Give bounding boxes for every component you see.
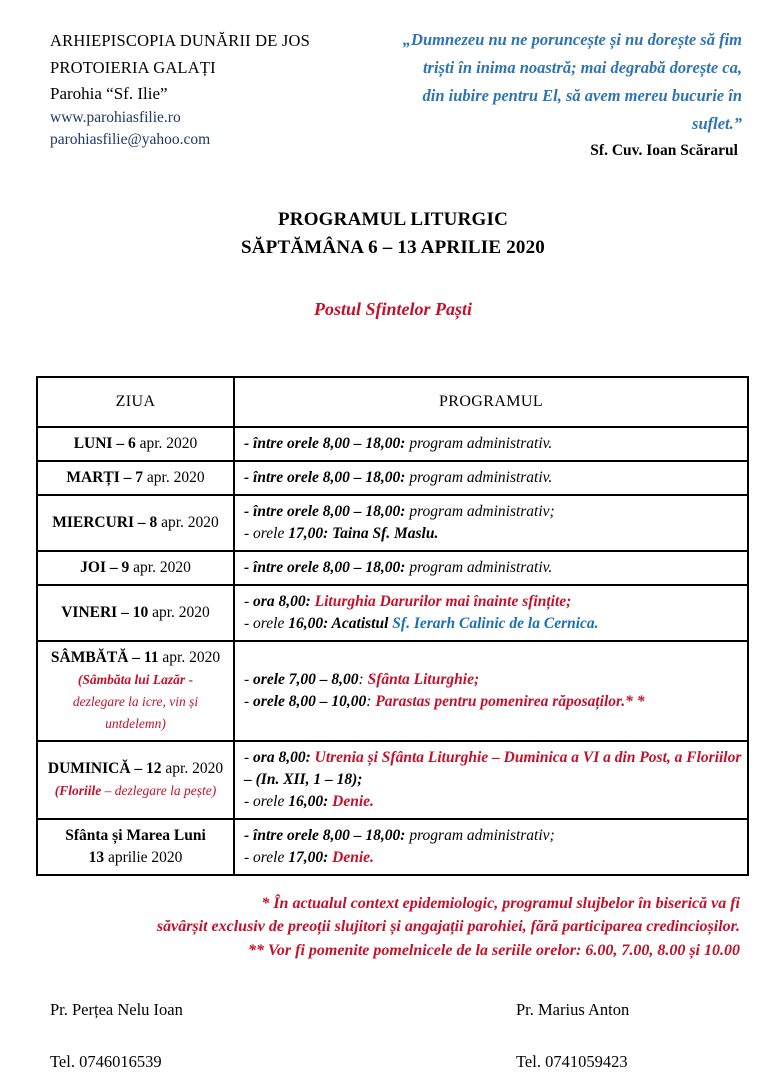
title-block <box>36 206 750 320</box>
priest-left <box>36 1000 396 1072</box>
org-line-1: ARHIEPISCOPIA DUNĂRII DE JOS <box>50 31 310 50</box>
website-link[interactable]: www.parohiasfilie.ro <box>50 108 181 126</box>
priest-right-name: Pr. Marius Anton <box>516 999 630 1019</box>
table-row <box>37 427 748 461</box>
table-row <box>37 641 748 741</box>
table-header-day: ZIUA <box>37 377 234 427</box>
table-header-row <box>37 377 748 427</box>
day-cell: SÂMBĂTĂ – 11 apr. 2020 (Sâmbăta lui Lazăr - dezlegare la icre, vin și untdelemn) <box>37 641 234 741</box>
day-cell: DUMINICĂ – 12 apr. 2020 (Floriile – dezlegare la pește) <box>37 741 234 819</box>
quote-text: „Dumnezeu nu ne poruncește și nu dorește să fim triști în inima noastră; mai degrabă dorește ca, din iubire pentru El, să avem mereu bucurie în suflet.” <box>402 30 742 134</box>
program-cell: - orele 7,00 – 8,00: Sfânta Liturghie; - orele 8,00 – 10,00: Parastas pentru pomenirea răposaților.* * <box>234 641 748 741</box>
day-cell: LUNI – 6 apr. 2020 <box>37 427 234 461</box>
table-row <box>37 495 748 551</box>
page-title-line1: PROGRAMUL LITURGIC <box>277 209 509 231</box>
page-subtitle: Postul Sfintelor Paști <box>313 299 473 320</box>
quote-author: Sf. Cuv. Ioan Scărarul <box>590 142 738 160</box>
page-title-line2: SĂPTĂMÂNA 6 – 13 APRILIE 2020 <box>240 236 546 258</box>
day-cell: JOI – 9 apr. 2020 <box>37 551 234 585</box>
program-table <box>36 376 749 876</box>
parish-info <box>36 26 344 151</box>
program-cell: - între orele 8,00 – 18,00: program administrativ; - orele 17,00: Denie. <box>234 819 748 875</box>
priest-right <box>396 1000 750 1072</box>
header <box>36 26 750 160</box>
quote-block <box>344 26 750 160</box>
day-cell: Sfânta și Marea Luni 13 aprilie 2020 <box>37 819 234 875</box>
priest-left-phone: Tel. 0746016539 <box>50 1051 162 1071</box>
program-cell: - între orele 8,00 – 18,00: program administrativ; - orele 17,00: Taina Sf. Maslu. <box>234 495 748 551</box>
email-link[interactable]: parohiasfilie@yahoo.com <box>50 130 211 148</box>
org-line-2: PROTOIERIA GALAȚI <box>50 57 216 77</box>
table-row <box>37 461 748 495</box>
table-header-program: PROGRAMUL <box>234 377 748 427</box>
table-row <box>37 585 748 641</box>
footer <box>36 1000 750 1072</box>
program-table-body <box>37 427 748 875</box>
program-cell: - ora 8,00: Utrenia și Sfânta Liturghie – Duminica a VI a din Post, a Floriilor – (In. XII, 1 – 18); - orele 16,00: Denie. <box>234 741 748 819</box>
program-cell: - între orele 8,00 – 18,00: program administrativ. <box>234 461 748 495</box>
priest-left-name: Pr. Perțea Nelu Ioan <box>50 999 183 1019</box>
program-cell: - între orele 8,00 – 18,00: program administrativ. <box>234 427 748 461</box>
program-cell: - între orele 8,00 – 18,00: program administrativ. <box>234 551 748 585</box>
priest-right-phone: Tel. 0741059423 <box>516 1051 628 1071</box>
day-cell: VINERI – 10 apr. 2020 <box>37 585 234 641</box>
program-cell: - ora 8,00: Liturghia Darurilor mai înainte sfințite; - orele 16,00: Acatistul Sf. Ierarh Calinic de la Cernica. <box>234 585 748 641</box>
table-row <box>37 741 748 819</box>
day-cell: MARȚI – 7 apr. 2020 <box>37 461 234 495</box>
day-cell: MIERCURI – 8 apr. 2020 <box>37 495 234 551</box>
footnotes: * În actualul context epidemiologic, programul slujbelor în biserică va fi săvârșit exclusiv de preoții slujitori și angajații parohiei, fără participarea credincioșilor. ** Vor fi pomenite pomelnicele de la seriile orelor: 6.00, 7.00, 8.00 și 10.00 <box>156 895 740 959</box>
parish-name: Parohia “Sf. Ilie” <box>50 84 168 104</box>
table-row <box>37 551 748 585</box>
table-row <box>37 819 748 875</box>
